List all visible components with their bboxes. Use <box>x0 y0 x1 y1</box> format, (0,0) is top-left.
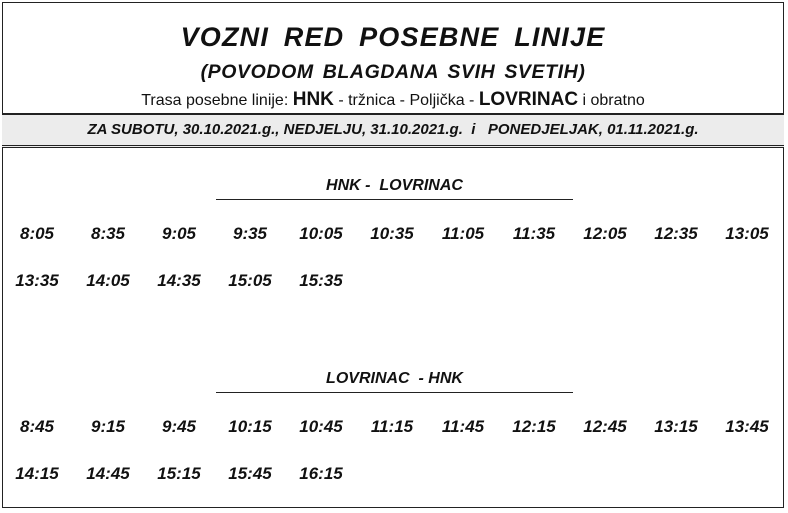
page-subtitle: (POVODOM BLAGDANA SVIH SVETIH) <box>200 61 586 83</box>
page-title: VOZNI RED POSEBNE LINIJE <box>180 22 606 52</box>
dates-band <box>2 113 784 148</box>
departure-time: 9:05 <box>161 224 197 243</box>
timetable-sheet <box>2 2 784 508</box>
departure-time: 8:05 <box>19 224 55 243</box>
departure-time: 15:35 <box>299 271 343 290</box>
departure-time: 11:05 <box>441 224 485 243</box>
departure-time: 10:35 <box>370 224 414 243</box>
times-row <box>3 462 785 486</box>
departure-time: 14:15 <box>15 464 59 483</box>
departure-time: 9:35 <box>232 224 268 243</box>
departure-time: 10:45 <box>299 417 343 436</box>
departure-time: 14:35 <box>157 271 201 290</box>
departure-time: 9:45 <box>161 417 197 436</box>
times-row <box>3 269 785 293</box>
departure-time: 10:05 <box>299 224 343 243</box>
route-middle: - tržnica - Poljička - <box>333 92 479 109</box>
departure-time: 13:35 <box>15 271 59 290</box>
departure-time: 12:15 <box>512 417 556 436</box>
departure-time: 11:35 <box>512 224 556 243</box>
departure-time: 15:15 <box>157 464 201 483</box>
departure-time: 11:45 <box>441 417 485 436</box>
departure-time: 13:05 <box>725 224 769 243</box>
departure-time: 13:45 <box>725 417 769 436</box>
departure-time: 14:45 <box>86 464 130 483</box>
times-row <box>3 415 785 439</box>
dates-text: ZA SUBOTU, 30.10.2021.g., NEDJELJU, 31.10.2021.g. i PONEDJELJAK, 01.11.2021.g. <box>87 121 699 138</box>
departure-time: 12:05 <box>583 224 627 243</box>
departure-time: 9:15 <box>90 417 126 436</box>
departure-time: 12:45 <box>583 417 627 436</box>
departure-time: 8:45 <box>19 417 55 436</box>
departure-time: 11:15 <box>370 417 414 436</box>
departure-time: 13:15 <box>654 417 698 436</box>
route-end: LOVRINAC <box>478 89 579 110</box>
departure-time: 15:45 <box>228 464 272 483</box>
route-start: HNK <box>292 89 334 110</box>
times-row <box>3 222 785 246</box>
route-line <box>3 89 783 112</box>
departure-time: 15:05 <box>228 271 272 290</box>
departure-time: 12:35 <box>654 224 698 243</box>
departure-time: 10:15 <box>228 417 272 436</box>
departure-time: 8:35 <box>90 224 126 243</box>
direction-heading-hnk-lovrinac: HNK - LOVRINAC <box>216 176 573 200</box>
departure-time: 16:15 <box>299 464 343 483</box>
route-suffix: i obratno <box>578 92 645 109</box>
direction-heading-lovrinac-hnk: LOVRINAC - HNK <box>216 369 573 393</box>
route-prefix: Trasa posebne linije: <box>141 92 293 109</box>
departure-time: 14:05 <box>86 271 130 290</box>
